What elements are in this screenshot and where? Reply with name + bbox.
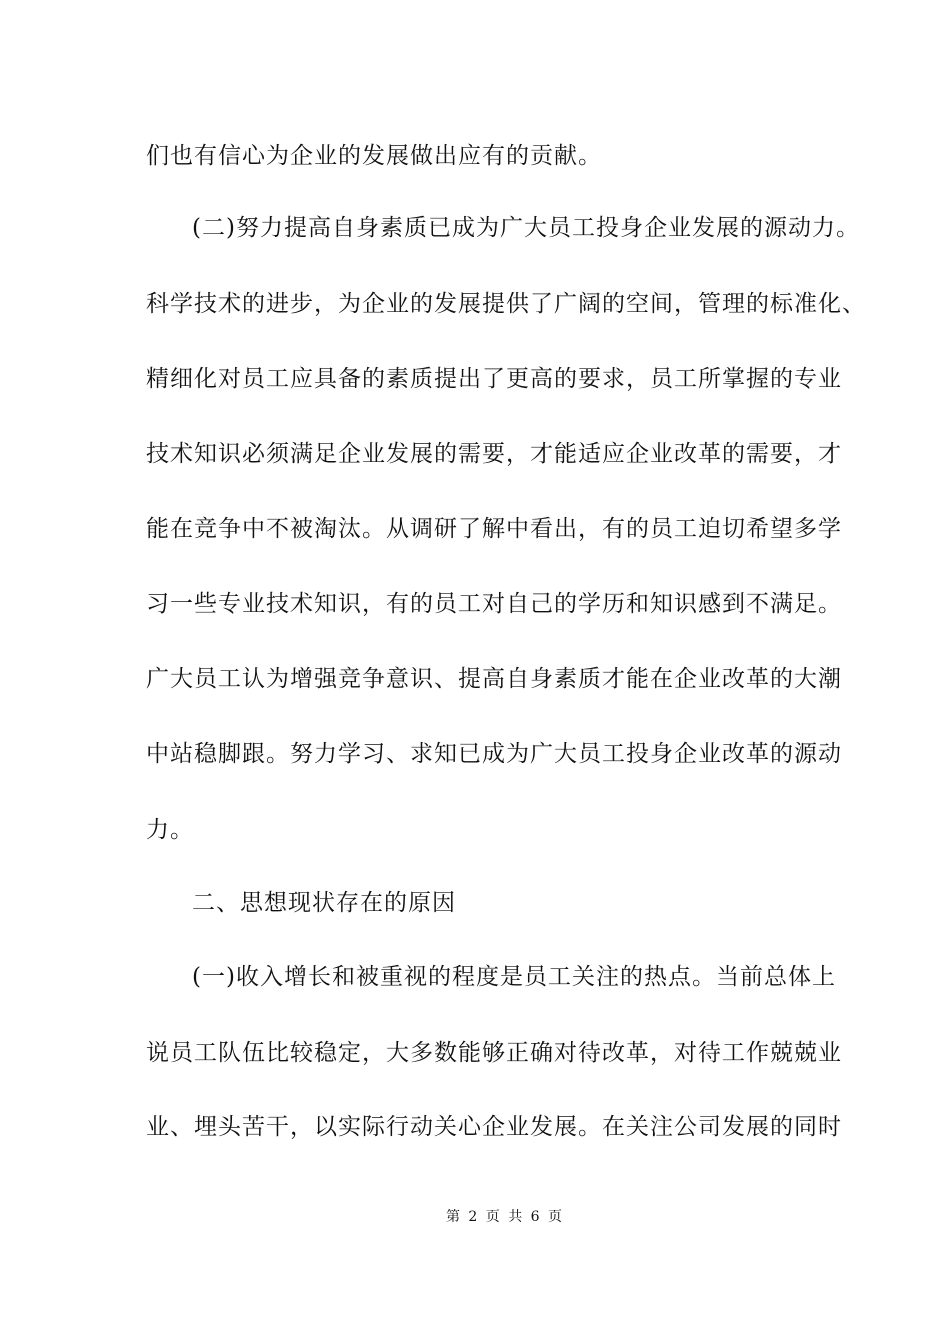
- text-line: 习一些专业技术知识，有的员工对自己的学历和知识感到不满足。: [146, 591, 842, 617]
- text-line: 能在竞争中不被淘汰。从调研了解中看出，有的员工迫切希望多学: [146, 516, 842, 542]
- text-line: 们也有信心为企业的发展做出应有的贡献。: [146, 143, 602, 169]
- paragraph-heading: (一)收入增长和被重视的程度是员工关注的热点。当前总体上: [192, 964, 836, 990]
- paragraph-heading: (二)努力提高自身素质已成为广大员工投身企业发展的源动力。: [192, 215, 860, 241]
- text-line: 广大员工认为增强竞争意识、提高自身素质才能在企业改革的大潮: [146, 666, 842, 692]
- section-heading: 二、思想现状存在的原因: [192, 890, 456, 916]
- text-line: 说员工队伍比较稳定，大多数能够正确对待改革，对待工作兢兢业: [146, 1040, 842, 1066]
- page-number-footer: 第 2 页 共 6 页: [445, 1209, 565, 1225]
- text-line: 力。: [146, 817, 194, 843]
- text-line: 科学技术的进步，为企业的发展提供了广阔的空间，管理的标准化、: [146, 291, 866, 317]
- text-line: 业、埋头苦干，以实际行动关心企业发展。在关注公司发展的同时: [146, 1114, 842, 1140]
- text-line: 中站稳脚跟。努力学习、求知已成为广大员工投身企业改革的源动: [146, 741, 842, 767]
- text-line: 精细化对员工应具备的素质提出了更高的要求，员工所掌握的专业: [146, 366, 842, 392]
- text-line: 技术知识必须满足企业发展的需要，才能适应企业改革的需要，才: [146, 441, 842, 467]
